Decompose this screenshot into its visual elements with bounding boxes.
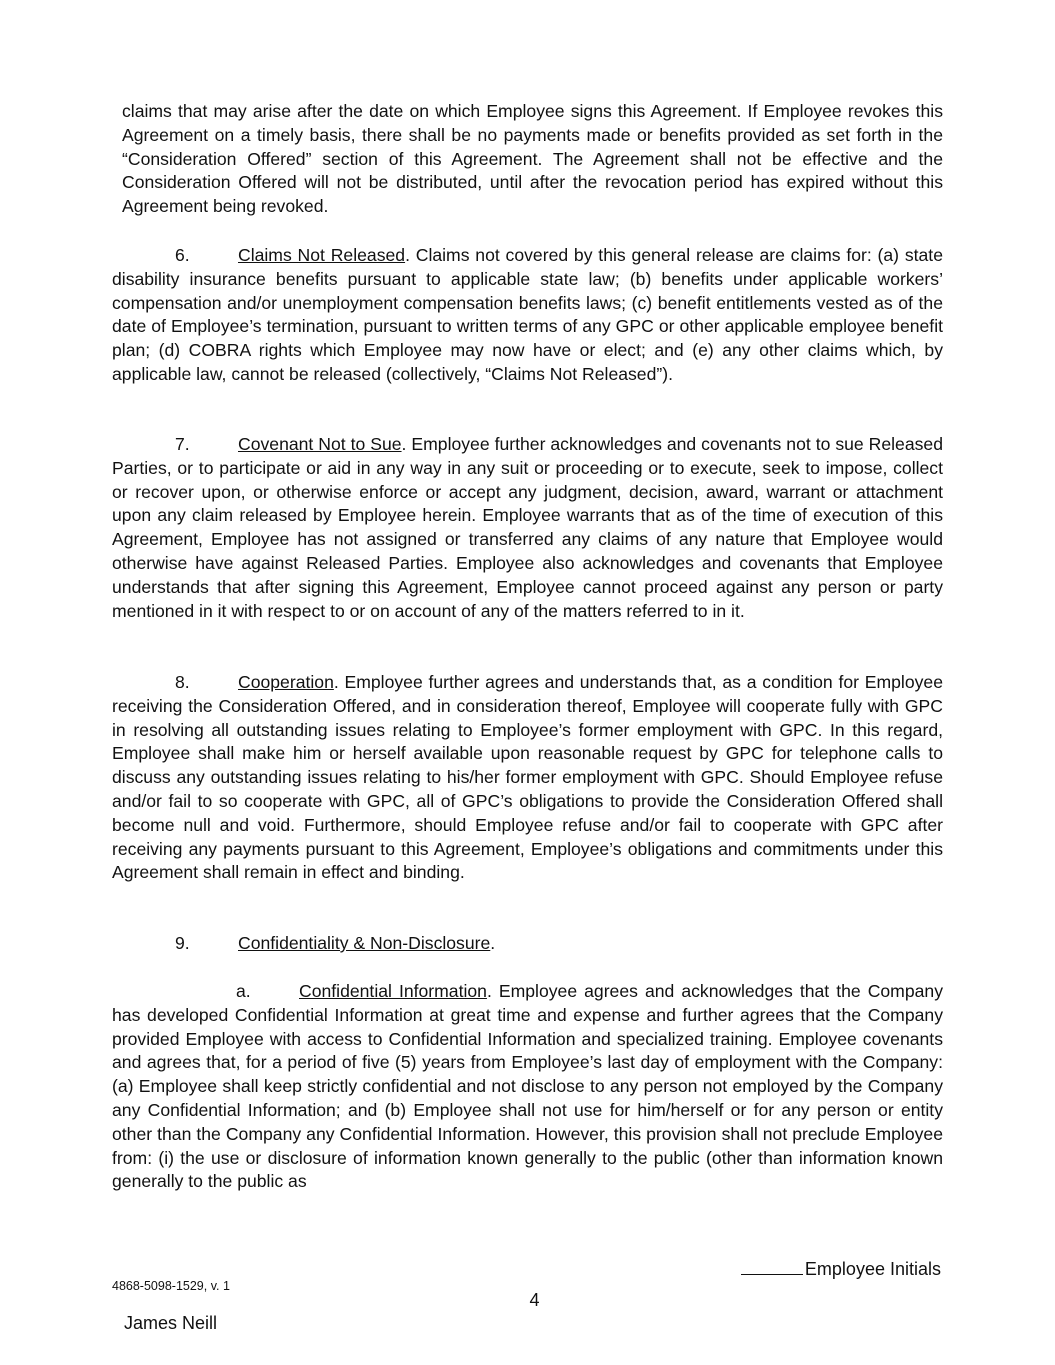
employee-initials-line xyxy=(741,1256,941,1280)
section-6-heading: Claims Not Released xyxy=(238,245,406,265)
section-9-paragraph xyxy=(112,932,943,956)
section-6-paragraph xyxy=(112,244,943,387)
section-7-number: 7. xyxy=(175,434,190,454)
subsection-a-heading: Confidential Information xyxy=(299,981,487,1001)
section-9-number: 9. xyxy=(175,933,190,953)
section-8-heading: Cooperation xyxy=(238,672,334,692)
section-7-heading: Covenant Not to Sue xyxy=(238,434,402,454)
employee-name: James Neill xyxy=(124,1313,218,1333)
section-9-body: . xyxy=(490,933,496,953)
section-7-paragraph xyxy=(112,433,943,623)
subsection-a-letter: a. xyxy=(236,981,251,1001)
document-id: 4868-5098-1529, v. 1 xyxy=(112,1279,230,1293)
section-8-body: . Employee further agrees and understands that, as a condition for Employee receiving the Consideration Offered, and in consideration thereof, Employee will cooperate fully with GPC in resolving all outstanding issues relating to Employee’s former employment with GPC. In this regard, Employee shall make him or herself available upon reasonable request by GPC for telephone calls to discuss any outstanding issues relating to his/her former employment with GPC. Should Employee refuse and/or fail to so cooperate with GPC, all of GPC’s obligations to provide the Consideration Offered shall become null and void. Furthermore, should Employee refuse and/or fail to cooperate with GPC after receiving any payments pursuant to this Agreement, Employee’s obligations and commitments under this Agreement shall remain in effect and binding. xyxy=(112,672,943,883)
subsection-a-body: . Employee agrees and acknowledges that the Company has developed Confidential Information at great time and expense and further agrees that the Company provided Employee with access to Confidential Information and specialized training. Employee covenants and agrees that, for a period of five (5) years from Employee’s last day of employment with the Company: (a) Employee shall keep strictly confidential and not disclose to any person not employed by the Company any Confidential Information; and (b) Employee shall not use for him/herself or for any person or entity other than the Company any Confidential Information. However, this provision shall not preclude Employee from: (i) the use or disclosure of information known generally to the public (other than information known generally to the public as xyxy=(112,981,943,1192)
section-8-paragraph xyxy=(112,671,943,885)
section-7-body: . Employee further acknowledges and covenants not to sue Released Parties, or to participate or aid in any way in any suit or proceeding or to execute, seek to impose, collect or recover upon, or otherwise enforce or accept any judgment, decision, award, warrant or attachment upon any claim released by Employee herein. Employee warrants that as of the time of execution of this Agreement, Employee has not assigned or transferred any claims of any nature that Employee would otherwise have against Released Parties. Employee also acknowledges and covenants that Employee understands that after signing this Agreement, Employee cannot proceed against any person or party mentioned in it with respect to or on account of any of the matters referred to in it. xyxy=(112,434,943,621)
section-6-body: . Claims not covered by this general release are claims for: (a) state disability insurance benefits pursuant to applicable state law; (b) benefits under applicable workers’ compensation and/or unemployment compensation benefits laws; (c) benefit entitlements vested as of the date of Employee’s termination, pursuant to written terms of any GPC or other applicable employee benefit plan; (d) COBRA rights which Employee may now have or elect; and (e) any other claims which, by applicable law, cannot be released (collectively, “Claims Not Released”). xyxy=(112,245,943,384)
section-8-number: 8. xyxy=(175,672,190,692)
employee-initials-label: Employee Initials xyxy=(804,1259,941,1279)
section-9-heading: Confidentiality & Non-Disclosure xyxy=(238,933,491,953)
subsection-a-paragraph xyxy=(112,980,943,1194)
page-number: 4 xyxy=(529,1290,540,1310)
intro-paragraph: claims that may arise after the date on which Employee signs this Agreement. If Employee revokes this Agreement on a timely basis, there shall be no payments made or benefits provided as set forth in the “Consideration Offered” section of this Agreement. The Agreement shall not be effective and the Consideration Offered will not be distributed, until after the revocation period has expired without this Agreement being revoked. xyxy=(122,101,943,217)
initials-blank[interactable] xyxy=(741,1256,803,1275)
section-6-number: 6. xyxy=(175,245,190,265)
